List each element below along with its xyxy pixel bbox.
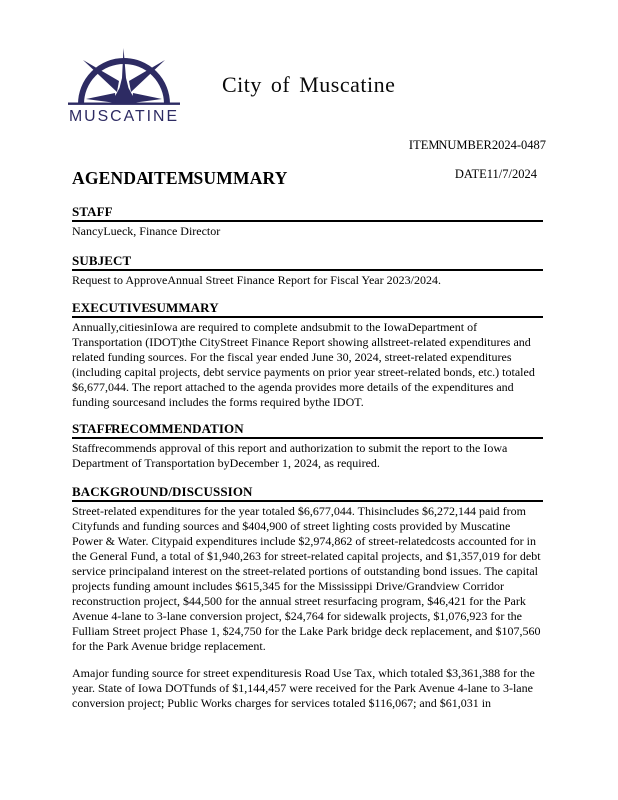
background-paragraph-1: Street-related expenditures for the year totaled $6,677,044. Thisincludes $6,272,144 paid from Cityfunds and funding sources and $404,900 of street lighting costs provided by Muscatine Power & Water. Citypaid expenditures include $2,974,862 of street-relatedcosts accounted for in the General Fund, a total of $1,940,263 for street-related capital projects, and $1,357,019 for debt service principaland interest on the street-related portions of outstanding bond issues. The capital projects funding amount includes $615,345 for the Mississippi Drive/Grandview Corridor reconstruction project, $44,500 for the annual street resurfacing program, $46,421 for the Park Avenue 4-lane to 3-lane conversion project, $24,764 for sidewalk projects, $1,076,923 for the Fulliam Street project Phase 1, $24,750 for the Lake Park bridge deck replacement, and $107,560 for the Park Avenue bridge replacement. xyxy=(72,504,541,653)
background-paragraph-2: Amajor funding source for street expendituresis Road Use Tax, which totaled $3,361,388 for the year. State of Iowa DOTfunds of $1,144,457 were received for the Park Avenue 4-lane to 3-lane conversion project; Public Works charges for services totaled $116,067; and $61,031 in xyxy=(72,666,535,710)
muscatine-logo xyxy=(66,46,182,126)
item-number-value: 2024-0487 xyxy=(491,138,546,152)
section-background-discussion xyxy=(72,484,543,711)
section-heading-subject: SUBJECT xyxy=(72,253,543,271)
logo-wordmark: MUSCATINE xyxy=(69,108,179,125)
section-heading-staff: STAFF xyxy=(72,204,543,222)
org-title: City of Muscatine xyxy=(222,72,396,97)
muscatine-logo-icon xyxy=(66,46,182,126)
section-heading-executive-summary: EXECUTIVE SUMMARY xyxy=(72,300,543,318)
date-label: DATE xyxy=(454,167,487,181)
subject-text: Request to ApproveAnnual Street Finance Report for Fiscal Year 2023/2024. xyxy=(72,273,441,287)
section-heading-background-discussion: BACKGROUND/DISCUSSION xyxy=(72,484,543,502)
item-number-label: ITEM NUMBER xyxy=(408,138,492,152)
section-staff xyxy=(72,204,543,239)
date-value: 11/7/2024 xyxy=(486,167,537,181)
staff-name: NancyLueck, Finance Director xyxy=(72,224,221,238)
item-number-line xyxy=(409,138,546,153)
section-executive-summary xyxy=(72,300,543,410)
section-heading-staff-recommendation: STAFF RECOMMENDATION xyxy=(72,421,543,439)
date-line xyxy=(455,167,537,182)
executive-summary-text: Annually,citiesinIowa are required to complete andsubmit to the IowaDepartment of Transportation (IDOT)the CityStreet Finance Report showing allstreet-related expenditures and related funding sources. For the fiscal year ended June 30, 2024, street-related expenditures (including capital projects, debt service payments on prior year street-related bonds, etc.) totaled $6,677,044. The report attached to the agenda provides more details of the expenditures and funding sourcesand includes the forms required bythe IDOT. xyxy=(72,320,535,409)
doc-title: AGENDA ITEM SUMMARY xyxy=(72,168,288,188)
section-subject xyxy=(72,253,543,288)
section-staff-recommendation xyxy=(72,421,543,471)
staff-recommendation-text: Staffrecommends approval of this report and authorization to submit the report to the Iowa Department of Transportation byDecember 1, 2024, as required. xyxy=(72,441,508,470)
